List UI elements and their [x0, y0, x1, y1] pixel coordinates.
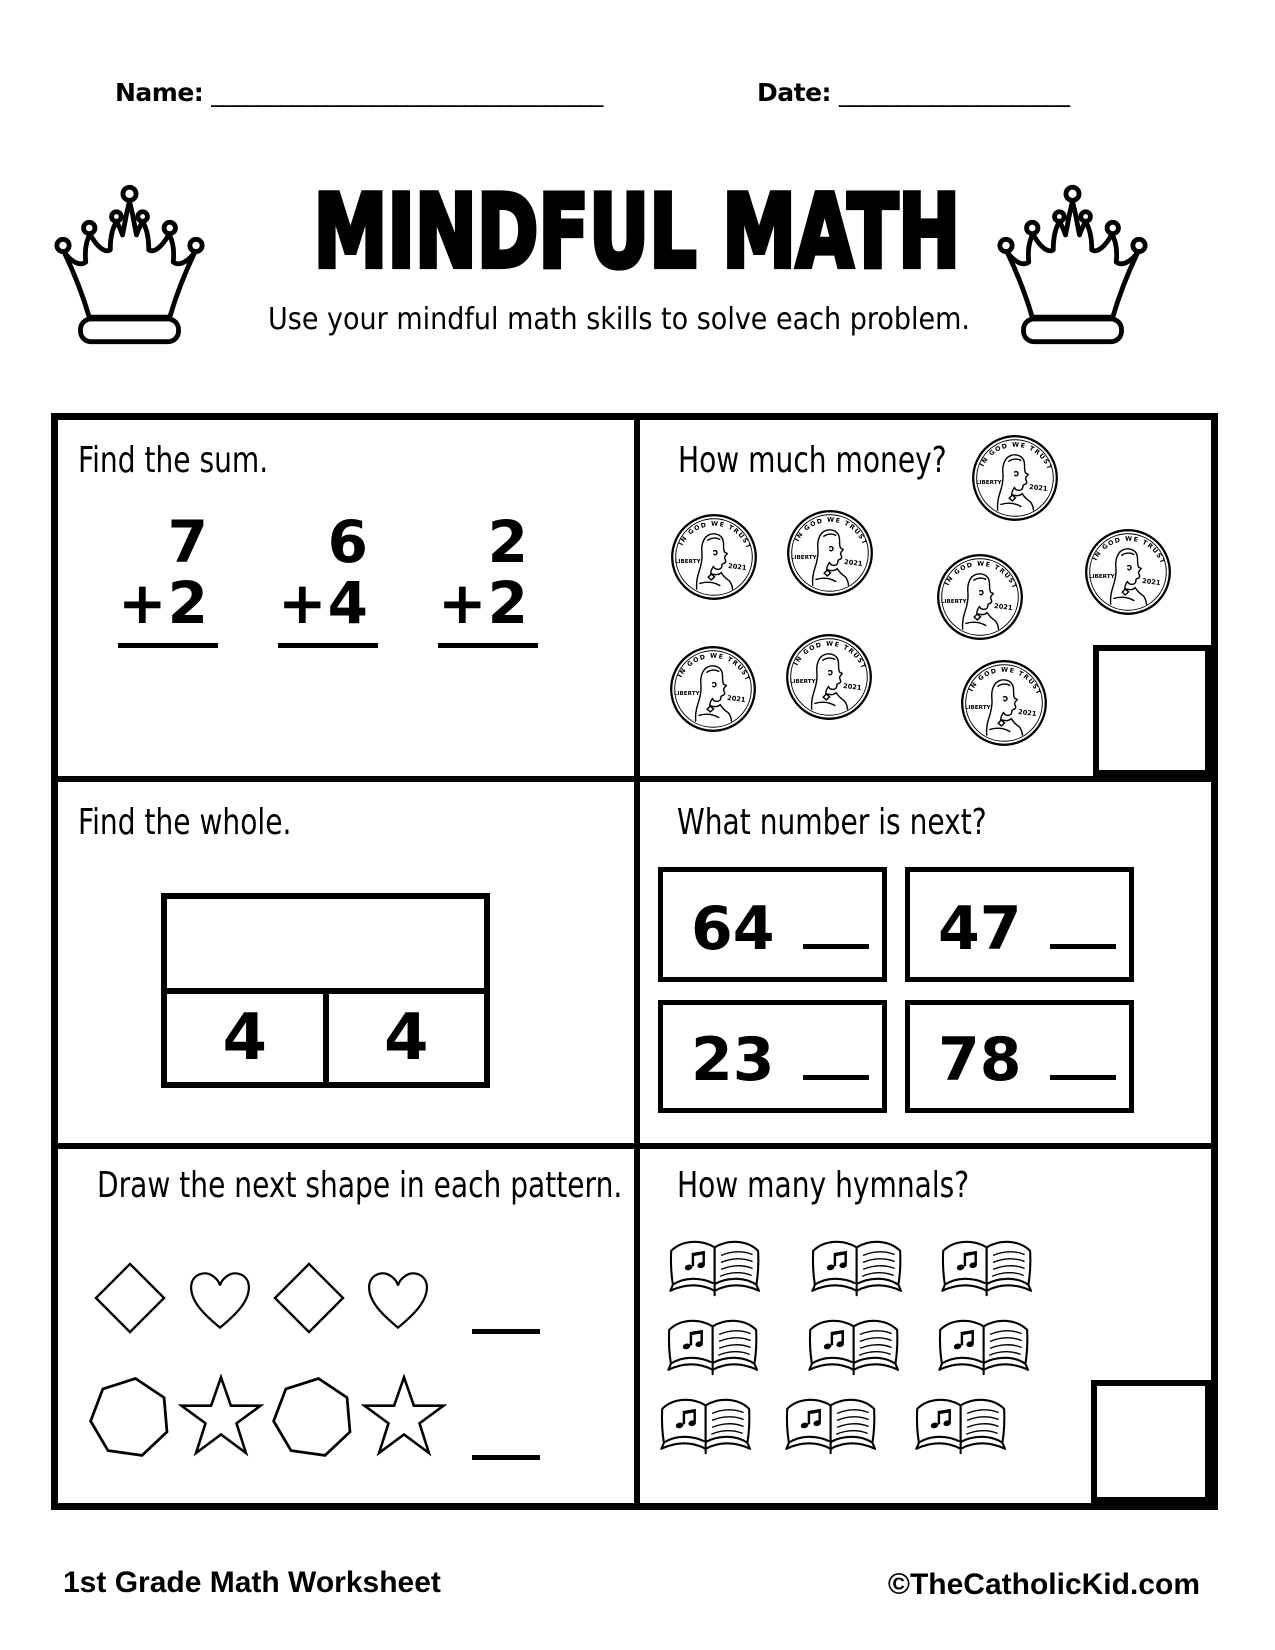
sum-title: Find the sum.	[78, 440, 269, 481]
next-title: What number is next?	[677, 802, 987, 843]
penny-icon	[960, 659, 1048, 747]
hymnal-book-icon	[929, 1309, 1047, 1389]
number-next-box-4	[905, 1000, 1134, 1113]
hymnals-answer-box	[1091, 1380, 1211, 1503]
star-icon	[361, 1373, 447, 1459]
addition-problem-2	[278, 508, 378, 648]
number-next-box-1	[658, 867, 887, 982]
cell-find-the-whole	[58, 782, 634, 1143]
date-label: Date:	[757, 78, 832, 107]
whole-title: Find the whole.	[78, 802, 292, 843]
addend-bottom: 2	[487, 568, 528, 637]
plus-sign: +	[438, 568, 487, 637]
page-title: MINDFUL MATH	[313, 174, 961, 292]
heart-icon	[361, 1261, 435, 1335]
answer-line	[278, 643, 378, 648]
penny-icon	[786, 509, 874, 597]
name-label: Name:	[115, 78, 204, 107]
money-title: How much money?	[678, 440, 947, 481]
money-answer-box	[1093, 645, 1211, 776]
addition-problem-1	[118, 508, 218, 648]
name-field-row	[115, 78, 602, 107]
hymnal-book-icon	[799, 1309, 917, 1389]
diamond-icon	[272, 1261, 346, 1335]
number-value: 64	[691, 894, 775, 964]
cell-find-the-sum	[58, 420, 634, 776]
plus-sign: +	[118, 568, 167, 637]
answer-line	[118, 643, 218, 648]
blank-line	[1050, 944, 1116, 949]
pattern-blank-line-2	[472, 1455, 540, 1460]
penny-icon	[971, 434, 1059, 522]
name-blank-line: __________________________________	[211, 78, 603, 107]
answer-line	[438, 643, 538, 648]
page-subtitle: Use your mindful math skills to solve each problem.	[268, 302, 970, 337]
hymnal-book-icon	[776, 1388, 894, 1468]
addend-top: 2	[487, 508, 528, 576]
star-icon	[178, 1373, 264, 1459]
date-field-row	[757, 78, 1069, 107]
part-box-right: 4	[383, 1001, 429, 1075]
cell-how-much-money	[640, 420, 1211, 776]
part-box-left: 4	[167, 994, 329, 1082]
penny-icon	[669, 645, 757, 733]
pattern-title: Draw the next shape in each pattern.	[97, 1165, 623, 1206]
addition-problem-3	[438, 508, 538, 648]
plus-sign: +	[278, 568, 327, 637]
number-value: 47	[938, 894, 1022, 964]
hymnal-book-icon	[660, 1230, 778, 1310]
heart-icon	[183, 1261, 257, 1335]
penny-icon	[670, 513, 758, 601]
addend-bottom: 4	[327, 568, 368, 637]
diamond-icon	[93, 1261, 167, 1335]
footer-copyright: ©TheCatholicKid.com	[887, 1568, 1200, 1601]
pattern-blank-line-1	[472, 1329, 540, 1334]
blank-line	[803, 1075, 869, 1080]
crown-right-icon	[985, 177, 1160, 348]
penny-icon	[936, 553, 1024, 641]
addend-bottom: 2	[167, 568, 208, 637]
hymnals-title: How many hymnals?	[677, 1165, 970, 1206]
hymnal-book-icon	[658, 1309, 776, 1389]
crown-left-icon	[42, 177, 217, 348]
number-next-box-2	[905, 867, 1134, 982]
number-next-box-3	[658, 1000, 887, 1113]
addend-top: 6	[327, 508, 368, 576]
hymnal-book-icon	[932, 1230, 1050, 1310]
heptagon-icon	[87, 1373, 173, 1459]
part-part-whole-diagram	[161, 893, 490, 1088]
cell-what-number-is-next	[640, 782, 1211, 1143]
cell-shape-pattern	[58, 1149, 634, 1503]
blank-line	[1050, 1075, 1116, 1080]
problem-grid	[51, 413, 1218, 1510]
date-blank-line: ____________________	[839, 78, 1070, 107]
whole-box	[167, 899, 484, 994]
penny-icon	[785, 633, 873, 721]
cell-how-many-hymnals	[640, 1149, 1211, 1503]
hymnal-book-icon	[906, 1388, 1024, 1468]
number-value: 78	[938, 1025, 1022, 1095]
hymnal-book-icon	[802, 1230, 920, 1310]
addend-top: 7	[167, 508, 208, 576]
blank-line	[803, 944, 869, 949]
footer-worksheet-label: 1st Grade Math Worksheet	[63, 1566, 441, 1599]
hymnal-book-icon	[651, 1388, 769, 1468]
penny-icon	[1084, 528, 1172, 616]
heptagon-icon	[270, 1373, 356, 1459]
number-value: 23	[691, 1025, 775, 1095]
